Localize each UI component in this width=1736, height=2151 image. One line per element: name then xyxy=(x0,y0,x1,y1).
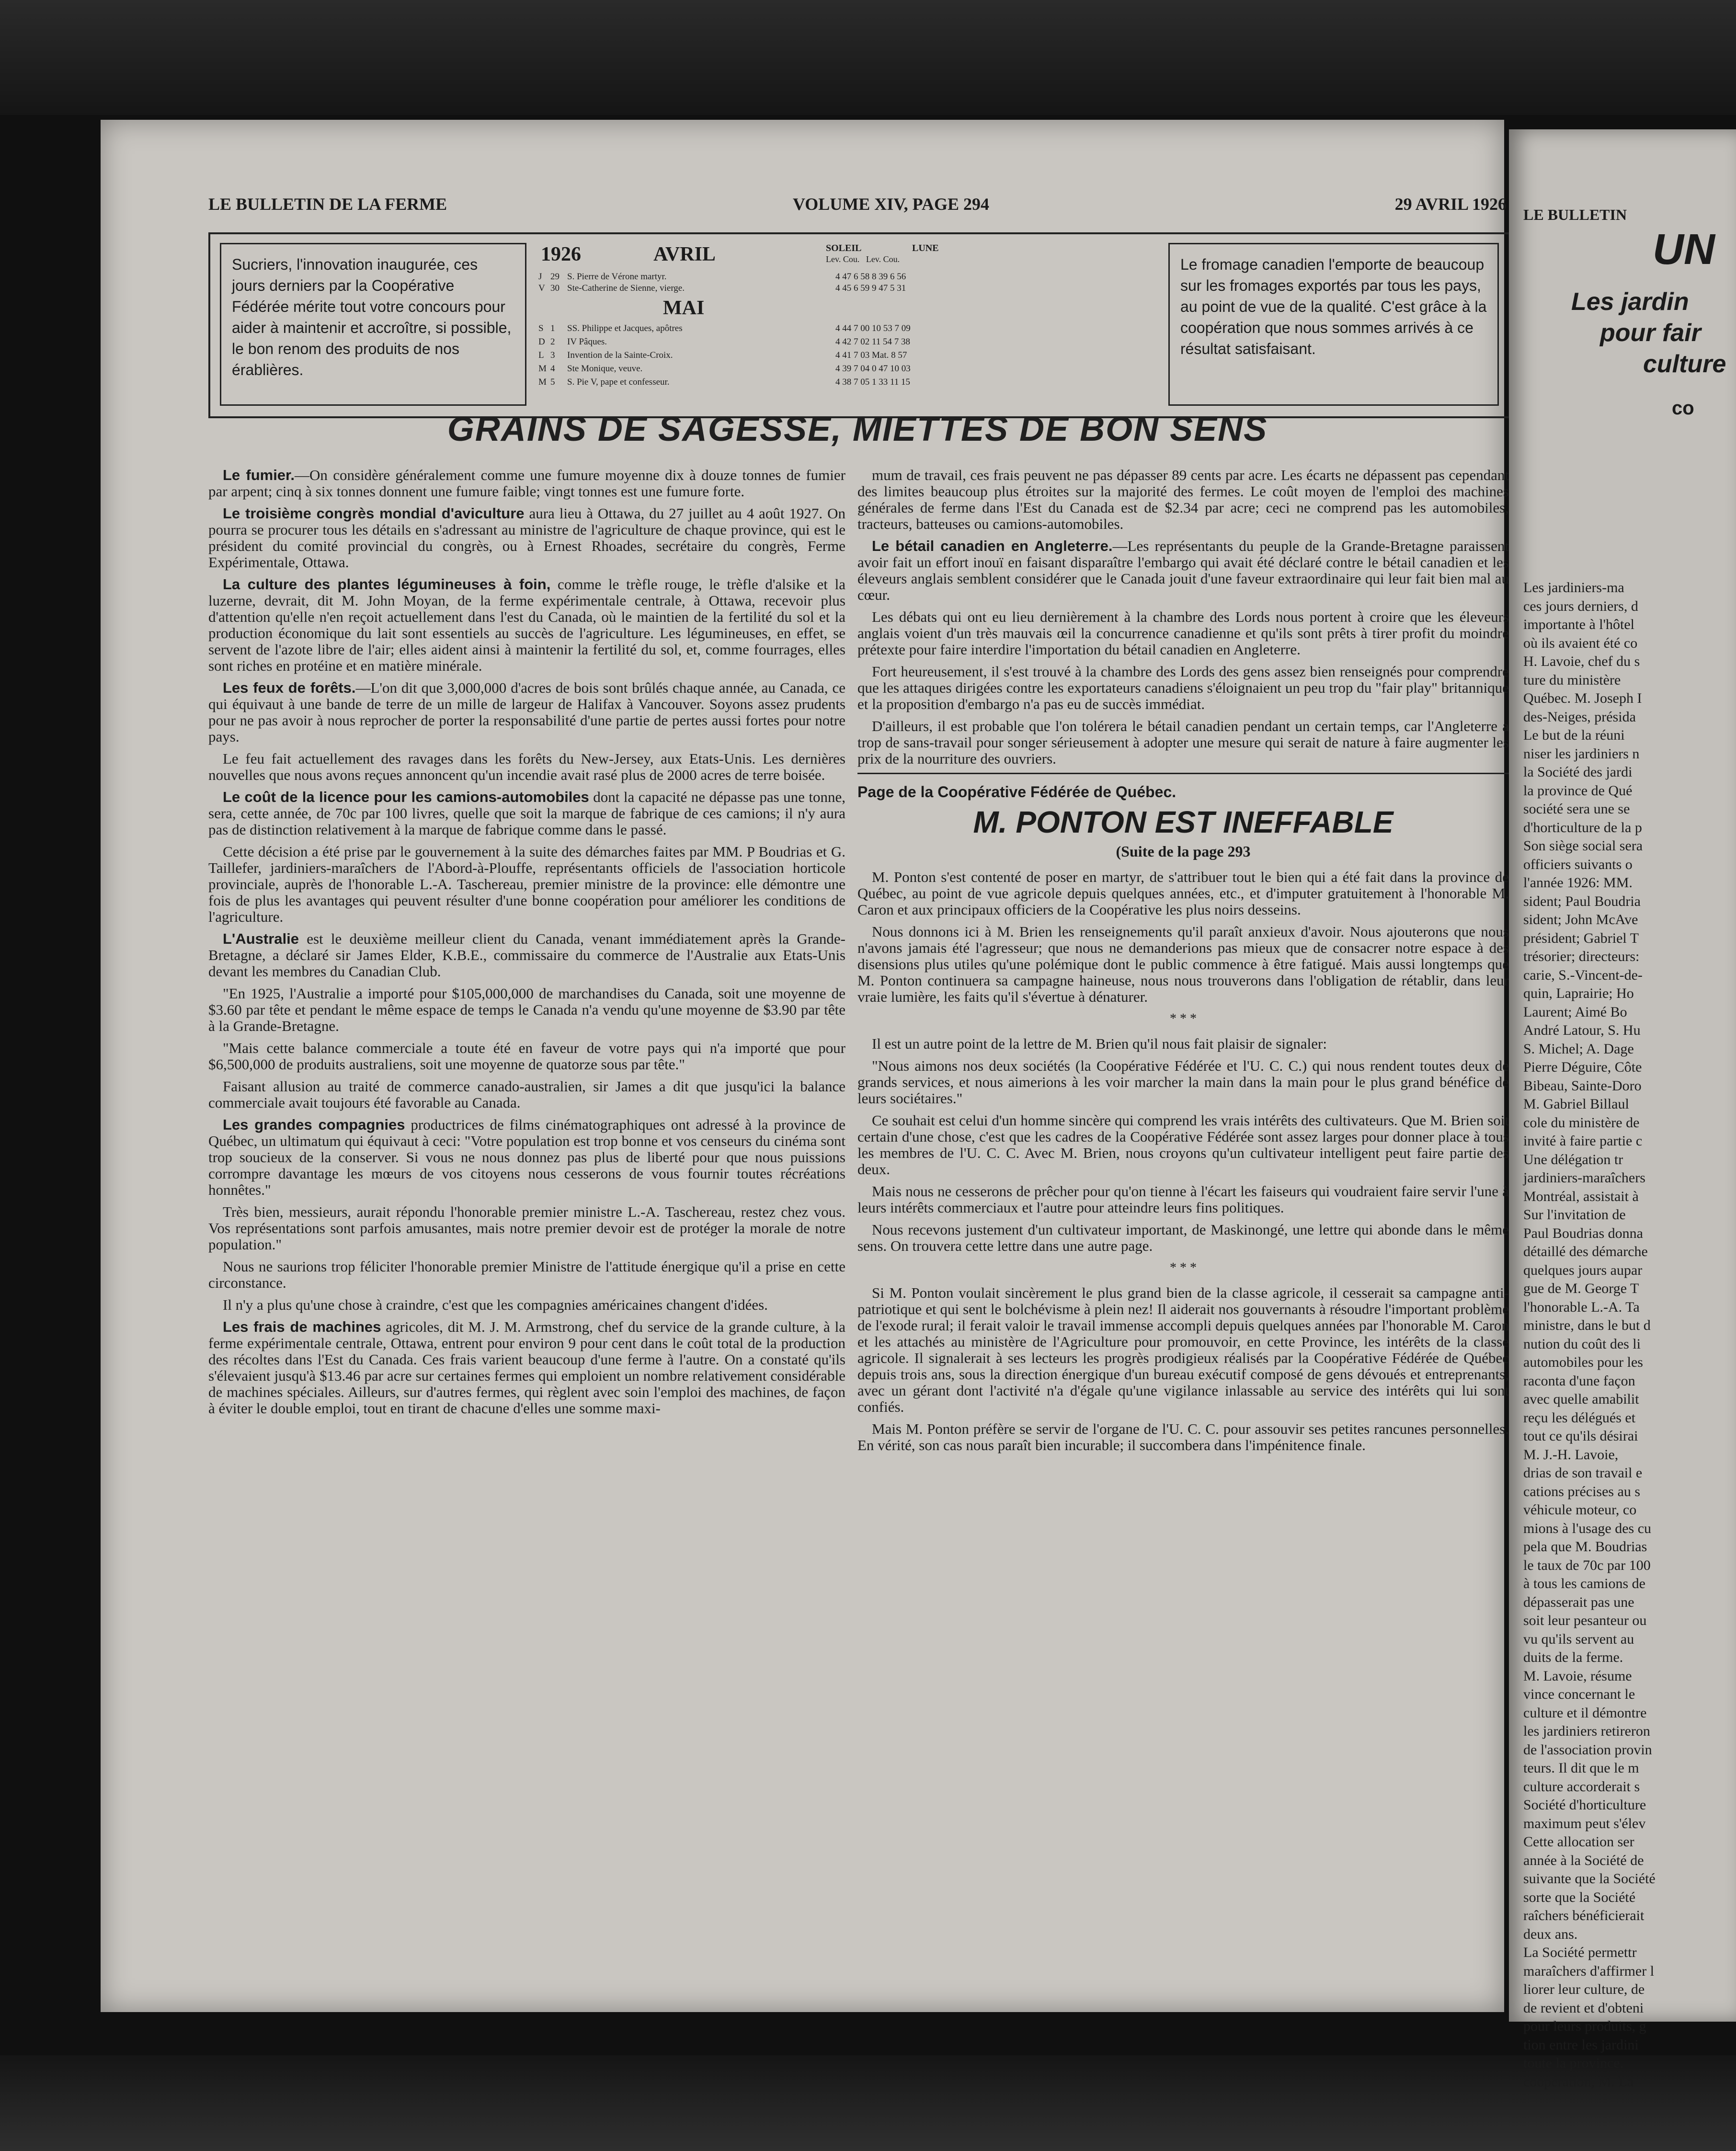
paragraph-lead: Les feux de forêts. xyxy=(223,679,356,696)
paragraph-text: —L'on dit que 3,000,000 d'acres de bois sont brûlés chaque année, au Canada, ce qui équivaut à une bande de terre de un mille de largeur de Halifax à Vancouver. Soyons assez prudents pour ne pas avoir à nous reprocher de porter la responsabilité d'une partie de pertes aussi fortes pour notre pays. xyxy=(208,679,845,745)
paragraph-text: Faisant allusion au traité de commerce canado-australien, sir James a dit que jusqu'ici la balance commerciale avait toujours été favorable au Canada. xyxy=(208,1078,845,1111)
adjacent-text-line: avec quelle amabilit xyxy=(1523,1391,1639,1407)
top-box xyxy=(208,232,1510,418)
adjacent-text-line: Les jardiniers-ma xyxy=(1523,580,1624,595)
calendar-day-number: 4 xyxy=(550,364,555,374)
calendar-row xyxy=(538,337,1022,348)
paragraph xyxy=(208,789,845,838)
adjacent-text-line: reçu les délégués et xyxy=(1523,1409,1636,1426)
calendar-times: 4 39 7 04 0 47 10 03 xyxy=(835,364,911,374)
adjacent-sub1: Les jardin xyxy=(1571,288,1689,316)
calendar-weekday: S xyxy=(538,323,544,333)
calendar-saint: IV Pâques. xyxy=(567,337,607,347)
adjacent-text-line: vince concernant le xyxy=(1523,1686,1635,1702)
adjacent-sub2: pour fair xyxy=(1600,319,1701,347)
adjacent-text-line: Une délégation tr xyxy=(1523,1151,1623,1167)
paragraph-text: —On considère généralement comme une fumure moyenne dix à douze tonnes de fumier par arpent; cinq à six tonnes donnent une fumure faible; vingt tonnes est une fumure forte. xyxy=(208,467,845,500)
paragraph-text: Très bien, messieurs, aurait répondu l'honorable premier ministre L.-A. Taschereau, restez chez vous. Vos représentations sont parfois amusantes, mais notre premier devoir est de protéger la morale de notre population." xyxy=(208,1203,845,1253)
calendar-times: 4 44 7 00 10 53 7 09 xyxy=(835,323,911,333)
newspaper-page xyxy=(101,120,1509,2012)
adjacent-text-line: les jardiniers retireron xyxy=(1523,1723,1650,1739)
adjacent-text-line: deux ans. xyxy=(1523,1926,1578,1942)
paragraph-text: productrices de films cinématographiques ont adressé à la province de Québec, un ultimatum qui équivaut à ceci: "Votre population est trop bonne et vos censeurs du cinéma sont trop soucieux de la conserver. Si vous ne nous donnez pas plus de liberté pour que nous puissions corrompre davantage les mœurs de vos citoyens nous cesserons de vous fournir toutes récréations honnêtes." xyxy=(208,1116,845,1198)
calendar-saint: Invention de la Sainte-Croix. xyxy=(567,350,673,360)
calendar-day-number: 5 xyxy=(550,377,555,387)
calendar-saint: Ste-Catherine de Sienne, vierge. xyxy=(567,283,685,293)
adjacent-text-line: Québec. M. Joseph I xyxy=(1523,690,1642,706)
separator-stars: * * * xyxy=(1170,1260,1197,1275)
adjacent-text-line: cole du ministère de xyxy=(1523,1114,1640,1131)
adjacent-text-line: Bibeau, Sainte-Doro xyxy=(1523,1077,1642,1094)
adjacent-page xyxy=(1509,129,1736,2090)
paragraph-text: Mais M. Ponton préfère se servir de l'organe de l'U. C. C. pour assouvir ses petites rancunes personnelles. En vérité, son cas nous paraît bien incurable; il succombera dans l'impénitence finale. xyxy=(857,1420,1509,1453)
paragraph-text: Fort heureusement, il s'est trouvé à la chambre des Lords des gens assez bien renseignés pour comprendre que les attaques dirigées contre les exportateurs canadiens s'éloignaient un peu trop du "fair play" britannique et la proposition d'embargo n'a pas eu de succès immédiat. xyxy=(857,663,1509,712)
calendar-day-number: 3 xyxy=(550,350,555,360)
calendar-month-mai: MAI xyxy=(663,297,705,319)
adjacent-text-line: sorte que la Société xyxy=(1523,1889,1636,1905)
calendar-year: 1926 xyxy=(541,243,581,265)
box-sucriers: Sucriers, l'innovation inaugurée, ces jours derniers par la Coopérative Fédérée mérite tout votre concours pour aider à maintenir et accroître, si possible, le bon renom des produits de nos érablières. xyxy=(220,243,526,406)
adjacent-text-line: des-Neiges, présida xyxy=(1523,709,1636,725)
adjacent-text-line: gue de M. George T xyxy=(1523,1281,1639,1296)
calendar-day-number: 30 xyxy=(550,283,560,293)
adjacent-text-line: ces jours derniers, d xyxy=(1523,598,1638,614)
paragraph-text: dont la capacité ne dépasse pas une tonne, sera, cette année, de 70c par 100 livres, quelle que soit la marque de fabrique de ces camions; il n'y aura pas de distinction relativement à la marque de fabrique comme dans le passé. xyxy=(208,789,845,838)
page-header xyxy=(208,194,1507,218)
adjacent-sub3: culture xyxy=(1643,350,1726,378)
adjacent-text-line: soit leur pesanteur ou xyxy=(1523,1613,1647,1628)
adjacent-text-line: vu qu'ils servent au xyxy=(1523,1631,1634,1647)
film-border-top xyxy=(0,0,1736,115)
volume-page: VOLUME XIV, PAGE 294 xyxy=(793,195,989,214)
calendar-soleil: SOLEIL xyxy=(826,243,862,253)
adjacent-text-line: quelques jours aupar xyxy=(1523,1262,1643,1278)
adjacent-text-line: M. Gabriel Billaul xyxy=(1523,1096,1629,1112)
adjacent-text-line: le taux de 70c par 100 xyxy=(1523,1557,1651,1573)
adjacent-sub4: co xyxy=(1672,398,1694,419)
paragraph xyxy=(857,1183,1509,1216)
adjacent-text-line: mions à l'usage des cu xyxy=(1523,1520,1652,1536)
adjacent-text-line: culture accorderait s xyxy=(1523,1778,1640,1795)
calendar-row xyxy=(538,377,1022,389)
paragraph-text: Il est un autre point de la lettre de M. Brien qu'il nous fait plaisir de signaler: xyxy=(872,1035,1327,1052)
paragraph-text: D'ailleurs, il est probable que l'on tolérera le bétail canadien pendant un certain temps, car l'Angleterre a trop de sans-travail pour songer sérieusement à adopter une mesure qui serait de nature à faire augmenter les prix de la nourriture des ouvriers. xyxy=(857,718,1509,767)
paragraph xyxy=(857,924,1509,1005)
paragraph xyxy=(857,467,1509,532)
adjacent-text-line: drias de son travail e xyxy=(1523,1465,1643,1481)
column-right xyxy=(857,467,1509,2134)
paragraph xyxy=(857,718,1509,767)
calendar-weekday: J xyxy=(538,272,542,282)
adjacent-text-line: ture du ministère xyxy=(1523,672,1621,688)
paragraph-text: Nous ne saurions trop féliciter l'honorable premier Ministre de l'attitude énergique qu'il a prise en cette circonstance. xyxy=(208,1258,845,1291)
adjacent-text-line: culture et il démontre xyxy=(1523,1705,1647,1721)
adjacent-text-line: tion entre les jardini xyxy=(1523,2037,1639,2053)
publication-name: LE BULLETIN DE LA FERME xyxy=(208,195,447,214)
paragraph xyxy=(208,1319,845,1417)
calendar-times: 4 45 6 59 9 47 5 31 xyxy=(835,283,906,293)
adjacent-text-line: S. Michel; A. Dage xyxy=(1523,1041,1634,1057)
adjacent-text-line: l'honorable L.-A. Ta xyxy=(1523,1299,1640,1315)
adjacent-text-line: automobiles pour les xyxy=(1523,1354,1643,1370)
almanac-calendar xyxy=(538,243,1022,406)
paragraph-lead: Les frais de machines xyxy=(223,1318,381,1335)
adjacent-text-line: Laurent; Aimé Bo xyxy=(1523,1004,1627,1020)
article-subtitle: (Suite de la page 293 xyxy=(1116,843,1251,860)
paragraph-text: Le feu fait actuellement des ravages dans les forêts du New-Jersey, aux Etats-Unis. Les dernières nouvelles que nous avons reçues annoncent qu'un incendie avait rasé plus de 2000 acres de terre boisée. xyxy=(208,750,845,783)
paragraph-text: —Les représentants du peuple de la Grande-Bretagne paraissent avoir fait un effort inouï en faisant disparaître l'embargo qui avait été déclaré contre le bétail canadien et les éleveurs anglais semblent considérer que le Canada jouit d'une faveur extraordinaire qui leur fait bien mal au cœur. xyxy=(857,538,1509,603)
paragraph xyxy=(208,1040,845,1073)
adjacent-text-line: maraîchers d'affirmer l xyxy=(1523,1963,1655,1979)
paragraph-text: "En 1925, l'Australie a importé pour $105,000,000 de marchandises du Canada, soit une moyenne de $3.60 par tête et pendant le même espace de temps le Canada n'a vendu qu'une moyenne de $3.90 par tête à la Grande-Bretagne. xyxy=(208,985,845,1034)
adjacent-text-line: trésorier; directeurs: xyxy=(1523,949,1640,964)
adjacent-text-line: sident; John McAve xyxy=(1523,912,1638,927)
adjacent-text-line: raconta d'une façon xyxy=(1523,1373,1635,1389)
paragraph xyxy=(857,1036,1509,1052)
paragraph-lead: Le fumier. xyxy=(223,467,295,483)
adjacent-text-line: ministre, dans le but d xyxy=(1523,1317,1651,1333)
calendar-month-avril: AVRIL xyxy=(653,243,716,265)
adjacent-text-line: liorer leur culture, de xyxy=(1523,1981,1645,1997)
calendar-times: 4 47 6 58 8 39 6 56 xyxy=(835,272,906,282)
paragraph-text: "Mais cette balance commerciale a toute été en faveur de votre pays qui n'a importé que pour $6,500,000 de produits australiens, soit une moyenne de quatorze sous par tête." xyxy=(208,1040,845,1073)
paragraph xyxy=(857,869,1509,918)
calendar-day-number: 29 xyxy=(550,272,560,282)
adjacent-text-line: duits de la ferme. xyxy=(1523,1649,1623,1665)
adjacent-text-line: suivante que la Société xyxy=(1523,1871,1656,1887)
calendar-times: 4 42 7 02 11 54 7 38 xyxy=(835,337,911,347)
adjacent-text-line: où ils avaient été co xyxy=(1523,635,1638,651)
adjacent-text-line: officiers suivants o xyxy=(1523,856,1633,872)
adjacent-text-line: Sur l'invitation de xyxy=(1523,1207,1626,1223)
adjacent-text-line: véhicule moteur, co xyxy=(1523,1502,1637,1518)
adjacent-text-line: cations précises au s xyxy=(1523,1483,1641,1499)
adjacent-big-title: UN xyxy=(1653,226,1715,274)
box-fromage: Le fromage canadien l'emporte de beaucoup sur les fromages exportés par tous les pays, au point de vue de la qualité. C'est grâce à la coopération que nous sommes arrivés à ce résultat satisfaisant. xyxy=(1168,243,1499,406)
calendar-weekday: V xyxy=(538,283,545,293)
paragraph-text: Cette décision a été prise par le gouvernement à la suite des démarches faites par MM. P Boudrias et G. Taillefer, jardiniers-maraîchers de l'Abord-à-Plouffe, représentants officiels de l'association horticole provinciale, auprès de l'honorable L.-A. Taschereau, premier ministre de la province: elle démontre une fois de plus les avantages qui peuvent résulter d'une bonne coopération pour améliorer les conditions de l'agriculture. xyxy=(208,843,845,925)
paragraph xyxy=(208,1078,845,1111)
calendar-weekday: M xyxy=(538,377,547,387)
paragraph-text: Si M. Ponton voulait sincèrement le plus grand bien de la classe agricole, il cesserait sa campagne anti-patriotique et qui sent le bolchévisme à plein nez! Il aiderait nos gouvernants à résoudre l'important problème de l'exode rural; il ferait valoir le travail immense accompli depuis quelques années par l'honorable M. Caron et les attachés au ministère de l'Agriculture pour promouvoir, en cette Province, les intérêts de la classe agricole. Il signalerait à ses lecteurs les progrès prodigieux réalisés par la Coopérative Fédérée de Québec depuis trois ans, sous la direction énergique d'un bureau exécutif composé de gens dévoués et entreprenants, avec un gérant dont l'activité n'a d'égale qu'une vigilance inlassable au service des intérêts qui lui sont confiés. xyxy=(857,1284,1509,1415)
adjacent-text-line: Montréal, assistait à xyxy=(1523,1188,1639,1204)
paragraph xyxy=(208,1297,845,1313)
paragraph-text: aura lieu à Ottawa, du 27 juillet au 4 août 1927. On pourra se procurer tous les détails en s'adressant au ministre de l'agriculture de chaque province, qui est le président du comité provincial du congrès, ou à Ernest Rhoades, secrétaire du congrès, Ferme Expérimentale, Ottawa. xyxy=(208,505,845,571)
adjacent-text-line: toute la province. xyxy=(1523,2055,1624,2071)
adjacent-text-line: La Société permettr xyxy=(1523,1945,1637,1960)
paragraph-lead: La culture des plantes légumineuses à foin, xyxy=(223,576,551,593)
calendar-weekday: M xyxy=(538,364,547,374)
adjacent-text-line: nution du coût des li xyxy=(1523,1336,1641,1352)
paragraph xyxy=(208,751,845,783)
paragraph xyxy=(857,1222,1509,1254)
calendar-row xyxy=(538,350,1022,362)
adjacent-text-line: teurs. Il dit que le m xyxy=(1523,1760,1639,1776)
paragraph-text: mum de travail, ces frais peuvent ne pas dépasser 89 cents par acre. Les écarts ne dépassent pas cependant des limites beaucoup plus étroites sur la majorité des fermes. Le coût moyen de l'emploi des machines générales de ferme dans l'Est du Canada est de $2.34 par acre; ceci ne comprend pas les automobiles, tracteurs, batteuses ou camions-automobiles. xyxy=(857,467,1509,532)
adjacent-text-line: Paul Boudrias donna xyxy=(1523,1225,1643,1241)
calendar-saint: SS. Philippe et Jacques, apôtres xyxy=(567,323,683,333)
paragraph xyxy=(857,609,1509,658)
adjacent-text-line: détaillé des démarche xyxy=(1523,1244,1648,1259)
adjacent-text-line: Son siège social sera xyxy=(1523,838,1643,854)
calendar-weekday: D xyxy=(538,337,545,347)
paragraph xyxy=(857,538,1509,603)
paragraph xyxy=(208,1204,845,1253)
paragraph xyxy=(208,576,845,674)
paragraph xyxy=(208,467,845,500)
calendar-saint: S. Pierre de Vérone martyr. xyxy=(567,272,667,282)
adjacent-text-line: Cette allocation ser xyxy=(1523,1834,1634,1850)
paragraph xyxy=(857,1058,1509,1107)
paragraph-text: est le deuxième meilleur client du Canada, venant immédiatement après la Grande-Bretagne, a déclaré sir James Elder, K.B.E., commissaire du commerce de l'Australie aux Etats-Unis devant les membres du Canadian Club. xyxy=(208,930,845,980)
adjacent-text-line: jardiniers-maraîchers xyxy=(1523,1170,1645,1186)
article-title: M. PONTON EST INEFFABLE xyxy=(973,805,1393,839)
paragraph xyxy=(208,680,845,745)
adjacent-text-line: sident; Paul Boudria xyxy=(1523,893,1641,909)
paragraph xyxy=(208,844,845,925)
adjacent-text-line: dépasserait pas une xyxy=(1523,1594,1634,1610)
calendar-row xyxy=(538,272,1022,283)
paragraph-text: Il n'y a plus qu'une chose à craindre, c'est que les compagnies américaines changent d'idées. xyxy=(223,1296,768,1313)
adjacent-text-line: niser les jardiniers n xyxy=(1523,745,1640,762)
paragraph-text: "Nous aimons nos deux sociétés (la Coopérative Fédérée et l'U. C. C.) qui nous rendent toutes deux de grands services, et nous aimerions à les voir marcher la main dans la main pour le plus grand bénéfice de leurs sociétaires." xyxy=(857,1057,1509,1107)
paragraph xyxy=(857,1112,1509,1178)
adjacent-text-line: M. J.-H. Lavoie, xyxy=(1523,1446,1619,1463)
paragraph-text: M. Ponton s'est contenté de poser en martyr, de s'attribuer tout le bien qui a été fait dans la province de Québec, au point de vue agricole depuis quelques années, etc., et d'imputer gratuitement à l'honorable M. Caron et aux principaux officiers de la Coopérative les plus noirs desseins. xyxy=(857,869,1509,918)
adjacent-text-line: de l'association provin xyxy=(1523,1741,1652,1758)
main-title: GRAINS DE SAGESSE, MIETTES DE BON SENS xyxy=(447,410,1268,448)
adjacent-text-line: Société d'horticulture xyxy=(1523,1797,1646,1813)
calendar-row xyxy=(538,283,1022,295)
paragraph-text: Ce souhait est celui d'un homme sincère qui comprend les vrais intérêts des cultivateurs. Que M. Brien soit certain d'une chose, c'est que les cadres de la Coopérative Fédérée sont assez larges pour donner place à tous les membres de l'U. C. C. Avec M. Brien, nous croyons qu'un cultivateur intelligent peut faire partie des deux. xyxy=(857,1112,1509,1178)
adjacent-text-line: à tous les camions de xyxy=(1523,1576,1645,1591)
adjacent-text-line: tout ce qu'ils désirai xyxy=(1523,1428,1638,1444)
column-left xyxy=(208,467,845,2134)
paragraph-text: Nous donnons ici à M. Brien les renseignements qu'il paraît anxieux d'avoir. Nous ajouterons que nous n'avons jamais été l'agresseur; que nous ne demanderions pas mieux que de consacrer notre espace à des disensions plus utiles qu'une polémique dont le public commence à être fatigué. Mais aussi longtemps que M. Ponton continuera sa campagne haineuse, nous nous trouverons dans l'obligation de rétablir, dans leur vraie lumière, les faits qu'il s'évertue à dénaturer. xyxy=(857,923,1509,1005)
adjacent-text-line: société sera une se xyxy=(1523,801,1630,817)
adjacent-text-line: quin, Laprairie; Ho xyxy=(1523,985,1634,1001)
calendar-row xyxy=(538,364,1022,375)
adjacent-text-line: André Latour, S. Hu xyxy=(1523,1022,1641,1038)
adjacent-text-line: président; Gabriel T xyxy=(1523,930,1639,946)
issue-date: 29 AVRIL 1926 xyxy=(1394,195,1507,214)
paragraph xyxy=(208,1259,845,1291)
separator-stars: * * * xyxy=(1170,1011,1197,1026)
adjacent-text-line: maximum peut s'élev xyxy=(1523,1815,1646,1831)
calendar-saint: Ste Monique, veuve. xyxy=(567,364,643,374)
paragraph-text: comme le trèfle rouge, le trèfle d'alsike et la luzerne, devrait, dit M. John Moyan, de la ferme expérimentale centrale, à Ottawa, recevoir plus d'attention qu'elle n'en reçoit actuellement dans l'est du Canada, où le maintien de la fertilité du sol et la production économique du lait sont essentiels au succès de l'agriculture. Les légumineuses, en effet, se servent de l'azote libre de l'air; elles aident ainsi à maintenir la fertilité du sol, et, comme fourrages, elles sont riches en protéine et en matière minérale. xyxy=(208,576,845,674)
calendar-saint: S. Pie V, pape et confesseur. xyxy=(567,377,670,387)
calendar-day-number: 2 xyxy=(550,337,555,347)
paragraph-text: Les débats qui ont eu lieu dernièrement à la chambre des Lords nous portent à croire que les éleveurs anglais voient d'un très mauvais œil la concurrence canadienne et qu'ils sont prêts à tirer profit du moindre prétexte pour faire interdire l'importation du bétail canadien en Angleterre. xyxy=(857,608,1509,658)
adjacent-text-line: coopération, M. La xyxy=(1523,2073,1633,2090)
paragraph-text: Mais nous ne cesserons de prêcher pour qu'on tienne à l'écart les faiseurs qui voudraient faire servir l'une à leurs intérêts commerciaux et l'autre pour atteindre leurs fins politiques. xyxy=(857,1183,1509,1216)
calendar-cols: Lev. Cou. Lev. Cou. xyxy=(826,254,900,264)
adjacent-text-line: de revient et d'obteni xyxy=(1523,2000,1644,2016)
adjacent-text-line: H. Lavoie, chef du s xyxy=(1523,653,1640,669)
adjacent-text-line: importante à l'hôtel xyxy=(1523,617,1635,632)
paragraph-lead: Le troisième congrès mondial d'aviculture xyxy=(223,505,525,522)
adjacent-text-line: année à la Société de xyxy=(1523,1852,1644,1868)
adjacent-text-line: Le but de la réuni xyxy=(1523,727,1625,743)
paragraph-lead: L'Australie xyxy=(223,930,299,947)
adjacent-text-line: invité à faire partie c xyxy=(1523,1133,1643,1149)
paragraph xyxy=(857,1421,1509,1453)
calendar-times: 4 41 7 03 Mat. 8 57 xyxy=(835,350,907,360)
adjacent-header: LE BULLETIN xyxy=(1523,206,1627,223)
section-label: Page de la Coopérative Fédérée de Québec. xyxy=(857,773,1509,800)
calendar-lune: LUNE xyxy=(912,243,939,253)
calendar-row xyxy=(538,323,1022,335)
adjacent-text-line: carie, S.-Vincent-de- xyxy=(1523,967,1643,983)
paragraph-lead: Le coût de la licence pour les camions-automobiles xyxy=(223,789,589,805)
paragraph xyxy=(857,1285,1509,1415)
calendar-day-number: 1 xyxy=(550,323,555,333)
adjacent-text-line: d'horticulture de la p xyxy=(1523,819,1642,835)
adjacent-text-line: raîchers bénéficierait xyxy=(1523,1908,1645,1923)
paragraph-lead: Le bétail canadien en Angleterre. xyxy=(872,538,1113,554)
paragraph-text: agricoles, dit M. J. M. Armstrong, chef du service de la grande culture, à la ferme expérimentale centrale, Ottawa, entrent pour environ 9 pour cent dans le coût total de la production des récoltes dans l'Est du Canada. Ces frais varient beaucoup d'une ferme à l'autre. On a constaté qu'ils s'élevaient jusqu'à $13.46 par acre sur certaines fermes qui emploient un nombre relativement considérable de machines spéciales. Ailleurs, sur d'autres fermes, qui règlent avec soin l'emploi des machines, de façon à éviter le double emploi, tout en tirant de chacune d'elles une somme maxi- xyxy=(208,1318,845,1417)
adjacent-text-line: M. Lavoie, résume xyxy=(1523,1668,1632,1684)
paragraph-lead: Les grandes compagnies xyxy=(223,1116,405,1133)
paragraph xyxy=(208,505,845,571)
adjacent-text-line: l'année 1926: MM. xyxy=(1523,875,1633,891)
paragraph xyxy=(208,931,845,980)
adjacent-text-line: Pierre Déguire, Côte xyxy=(1523,1059,1642,1075)
paragraph xyxy=(208,985,845,1034)
adjacent-text-line: la province de Qué xyxy=(1523,782,1633,799)
paragraph xyxy=(857,664,1509,712)
calendar-weekday: L xyxy=(538,350,544,360)
adjacent-text-line: la Société des jardi xyxy=(1523,764,1633,780)
paragraph xyxy=(208,1117,845,1198)
adjacent-text-line: pela que M. Boudrias xyxy=(1523,1539,1647,1555)
calendar-times: 4 38 7 05 1 33 11 15 xyxy=(835,377,911,387)
paragraph-text: Nous recevons justement d'un cultivateur important, de Maskinongé, une lettre qui abonde dans le même sens. On trouvera cette lettre dans une autre page. xyxy=(857,1221,1509,1254)
adjacent-text-line: pour leurs produits, g xyxy=(1523,2018,1646,2034)
